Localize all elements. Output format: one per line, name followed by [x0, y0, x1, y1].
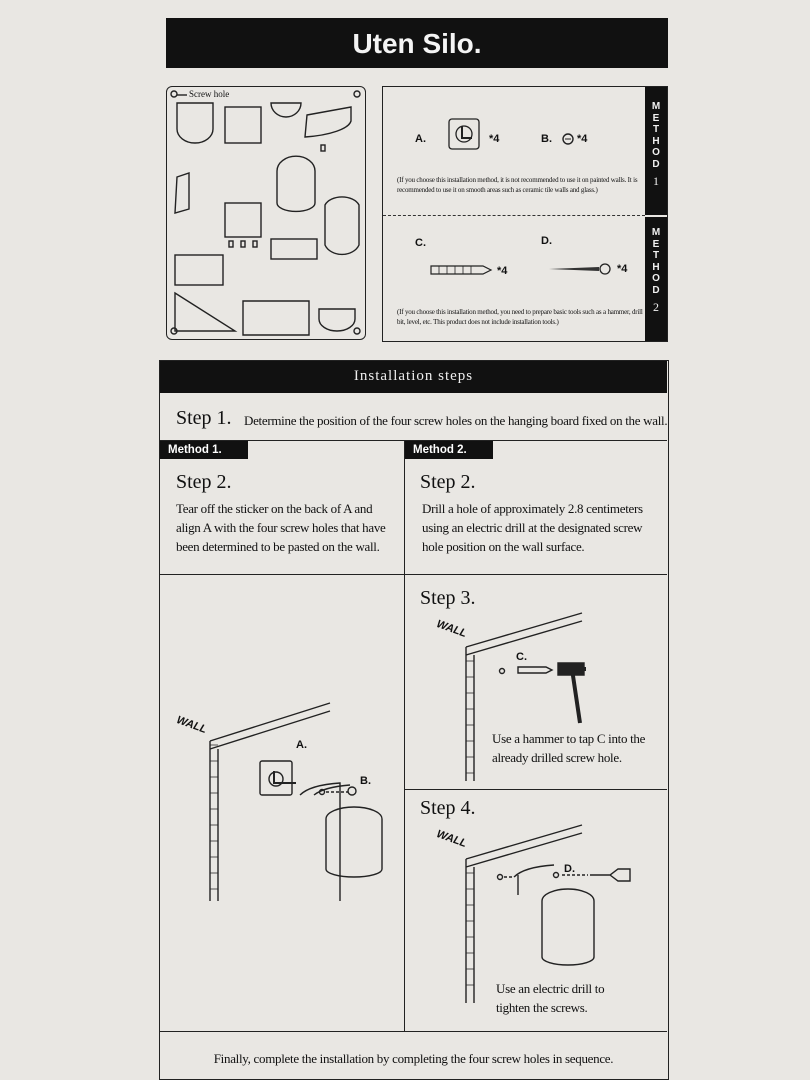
wall-label-step3: WALL	[434, 618, 469, 640]
screw-d-icon	[547, 262, 613, 276]
method-2-step-2-title: Step 2.	[420, 471, 476, 493]
screw-b-icon	[561, 132, 575, 146]
part-d-label: D.	[541, 235, 552, 247]
wall-label-step4: WALL	[434, 828, 469, 850]
fig-c-label: C.	[516, 651, 527, 663]
product-title: Uten Silo.	[166, 18, 668, 68]
method-2-step-2-text: Drill a hole of approximately 2.8 centimeters using an electric drill at the designated screw hole position on the wall surface.	[422, 501, 643, 554]
fig-b-label: B.	[360, 775, 371, 787]
method-2-tag: Method 2.	[405, 441, 493, 459]
part-c-label: C.	[415, 237, 426, 249]
screw-hole-label: Screw hole	[189, 89, 230, 99]
method-1-step-2-title: Step 2.	[176, 471, 232, 493]
part-a-qty: *4	[489, 133, 500, 145]
row-line-1	[160, 440, 667, 441]
method-2-note: (If you choose this installation method, you need to prepare basic tools such as a hammer, drill bit, level, etc. This product does not include installation tools.)	[397, 308, 643, 326]
method-1-step-2-text: Tear off the sticker on the back of A and align A with the four screw holes that have been determined to be pasted on the wall.	[176, 501, 386, 554]
part-b-label: B.	[541, 133, 552, 145]
method-divider	[383, 215, 645, 216]
methods-panel	[382, 86, 668, 342]
installation-section	[159, 360, 669, 1080]
step-4-title: Step 4.	[420, 797, 476, 819]
method-2-strip: M E T H O D 2	[645, 217, 667, 341]
fig-a-label: A.	[296, 739, 307, 751]
final-instruction: Finally, complete the installation by completing the four screw holes in sequence.	[213, 1051, 614, 1066]
part-c-qty: *4	[497, 265, 508, 277]
part-d-qty: *4	[617, 263, 628, 275]
hook-a-icon	[447, 117, 481, 151]
row-line-2	[160, 574, 667, 575]
step-4-text: Use an electric drill to tighten the screws.	[496, 981, 605, 1015]
step-1-title: Step 1.	[176, 407, 232, 429]
row-line-final	[160, 1031, 667, 1032]
step-3-text: Use a hammer to tap C into the already drilled screw hole.	[492, 731, 646, 765]
step-3-title: Step 3.	[420, 587, 476, 609]
hanging-board-diagram	[166, 86, 366, 340]
method-1-strip: M E T H O D 1	[645, 87, 667, 215]
board-illustration	[167, 87, 364, 338]
method-1-tag: Method 1.	[160, 441, 248, 459]
installation-header-text: Installation steps	[353, 368, 474, 384]
fig-d-label: D.	[564, 863, 575, 875]
step-1-text: Determine the position of the four screw holes on the hanging board fixed on the wall.	[244, 413, 668, 428]
part-b-qty: *4	[577, 133, 588, 145]
column-line	[404, 440, 405, 1031]
step-4-line	[404, 789, 667, 790]
anchor-c-icon	[429, 263, 493, 277]
step-4-figure	[422, 823, 652, 1003]
method-1-note: (If you choose this installation method, it is not recommended to use it on painted walls. It is recommended to use it on smooth areas such as ceramic tile walls and glass.)	[397, 176, 638, 194]
wall-label-m1: WALL	[174, 714, 209, 736]
part-a-label: A.	[415, 133, 426, 145]
